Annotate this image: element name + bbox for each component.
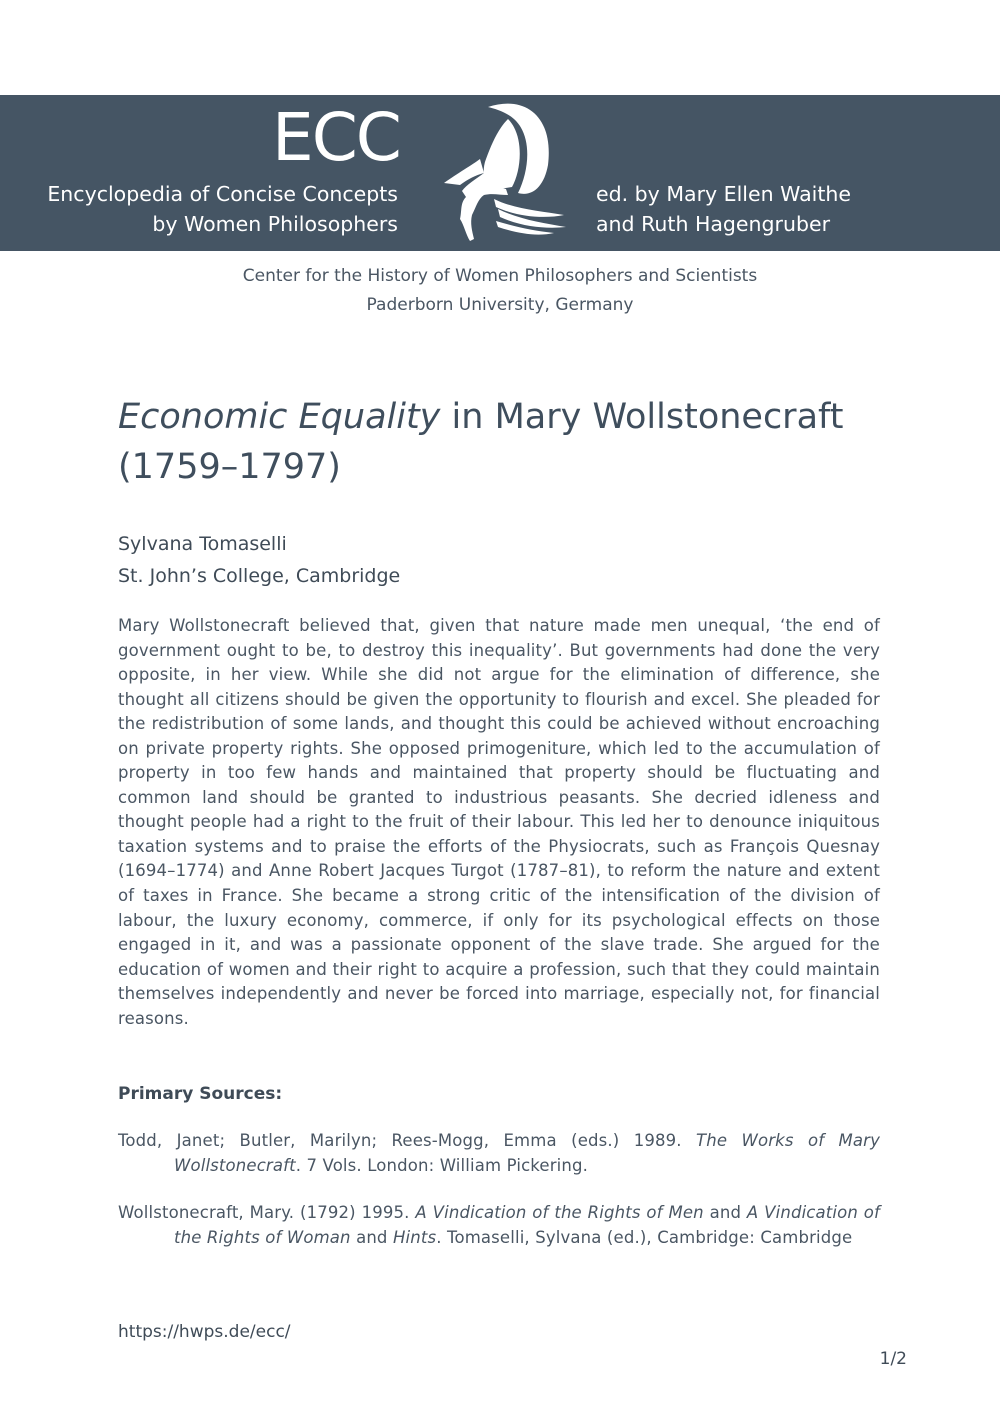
page-number: 1/2 [879,1349,907,1369]
author-name: Sylvana Tomaselli [118,533,287,555]
article-title [118,392,888,492]
abstract-paragraph: Mary Wollstonecraft believed that, given that nature made men unequal, ‘the end of government ought to be, to destroy this inequality’. But governments had done the very opposite, in her view. While she did not argue for the elimination of difference, she thought all citizens should be given the opportunity to flourish and excel. She pleaded for the redistribution of some lands, and thought this could be achieved without encroaching on private property rights. She opposed primogeniture, which led to the accumulation of property in too few hands and maintained that property should be fluctuating and common land should be granted to industrious peasants. She decried idleness and thought people had a right to the fruit of their labour. This led her to denounce iniquitous taxation systems and to praise the efforts of the Physiocrats, such as François Quesnay (1694–1774) and Anne Robert Jacques Turgot (1787–81), to reform the nature and extent of taxes in France. She became a strong critic of the intensification of the division of labour, the luxury economy, commerce, if only for its psychological effects on those engaged in it, and was a passionate opponent of the slave trade. She argued for the education of women and their right to acquire a profession, such that they could maintain themselves independently and never be forced into marriage, especially not, for financial reasons. [118,616,880,1028]
ref1-post: . 7 Vols. London: William Pickering. [295,1155,589,1175]
ref2-post: . Tomaselli, Sylvana (ed.), Cambridge: Cambridge [436,1227,853,1247]
ref2-italic2: A Vindication of the Rights of Woman [174,1203,881,1247]
header-banner [0,95,1000,251]
ref2-italic3: Hints [392,1227,437,1247]
editors-line1: ed. by Mary Ellen Waithe [596,182,851,206]
ref1-italic: The Works of Mary Wollstonecraft [174,1131,880,1175]
ref1-pre: Todd, Janet; Butler, Marilyn; Rees-Mogg, Emma (eds.) 1989. [118,1131,697,1150]
institution-block [0,262,1000,320]
primary-sources-heading: Primary Sources: [118,1084,283,1104]
ref2-mid1: and [703,1203,747,1222]
minerva-helmet-icon [436,99,570,249]
reference-entry-1 [118,1129,880,1178]
reference-entry-2 [118,1201,880,1250]
author-block [118,528,400,592]
editors [596,179,851,239]
ref2-pre: Wollstonecraft, Mary. (1792) 1995. [118,1203,416,1222]
encyclopedia-title [47,179,398,239]
article-title-italic: Economic Equality [118,397,441,437]
encyclopedia-title-line1: Encyclopedia of Concise Concepts [47,182,398,206]
encyclopedia-title-line2: by Women Philosophers [152,212,398,236]
article-title-rest: in Mary Wollstonecraft (1759–1797) [118,397,844,487]
footer-url-link[interactable]: https://hwps.de/ecc/ [118,1322,291,1342]
author-affiliation: St. John’s College, Cambridge [118,565,401,587]
ref2-mid2: and [350,1227,393,1247]
ref2-italic1: A Vindication of the Rights of Men [415,1203,704,1222]
institution-line1: Center for the History of Women Philosophers and Scientists [242,266,758,286]
ecc-logo: ECC [272,99,400,176]
editors-line2: and Ruth Hagengruber [596,212,831,236]
institution-line2: Paderborn University, Germany [366,295,634,315]
